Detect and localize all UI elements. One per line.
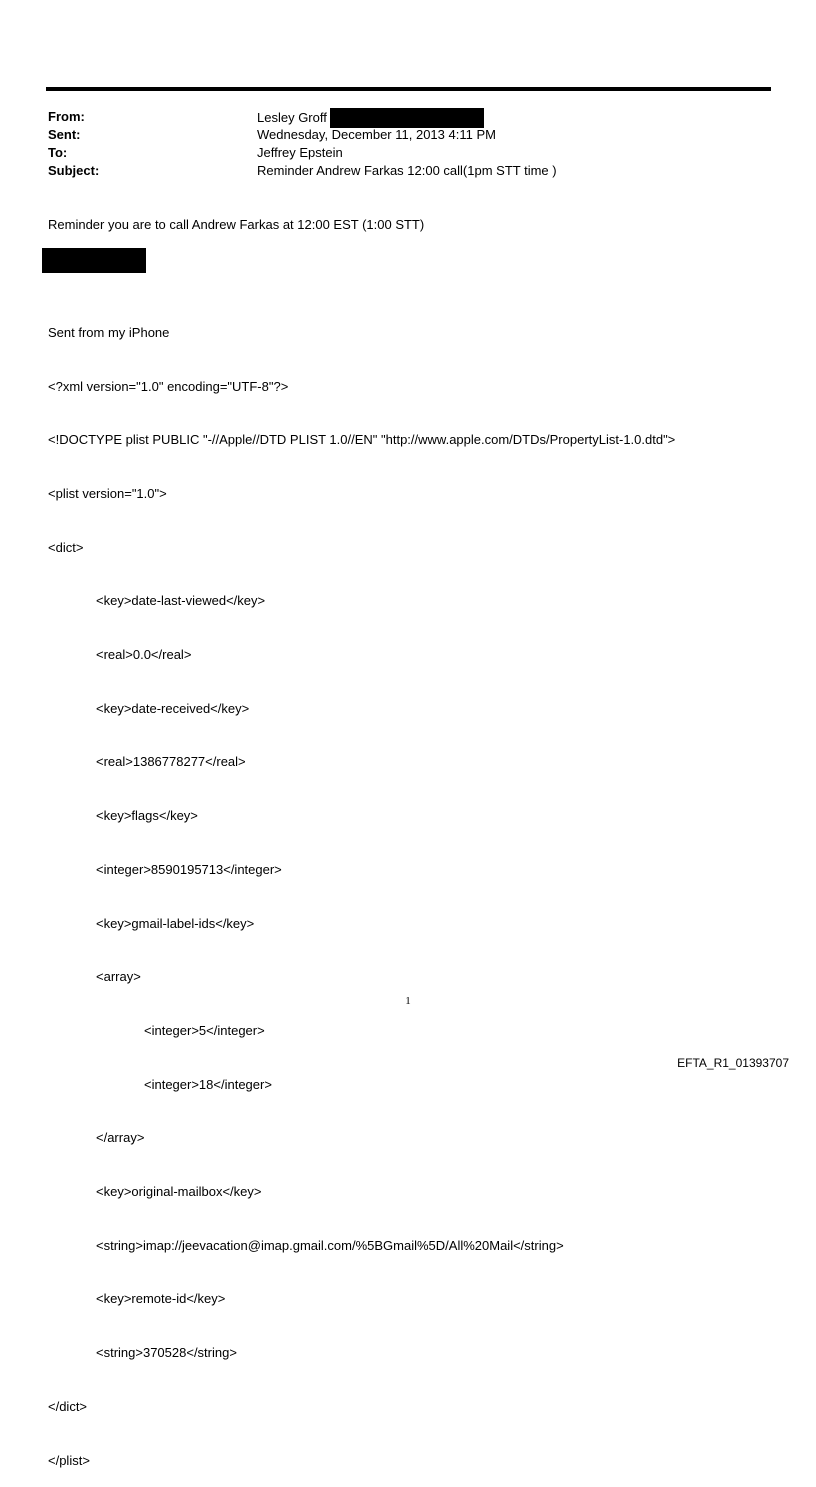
plist-line: <key>original-mailbox</key> bbox=[96, 1184, 262, 1200]
sent-row bbox=[48, 126, 768, 144]
signature-line: Sent from my iPhone bbox=[48, 324, 170, 340]
plist-line: <?xml version="1.0" encoding="UTF-8"?> bbox=[48, 378, 289, 394]
plist-line: <key>date-last-viewed</key> bbox=[96, 593, 266, 609]
plist-line: <string>370528</string> bbox=[96, 1345, 237, 1361]
sent-label: Sent: bbox=[48, 127, 81, 142]
from-value: Lesley Groff bbox=[257, 110, 327, 125]
plist-line: <integer>8590195713</integer> bbox=[96, 861, 282, 877]
plist-line: </array> bbox=[96, 1130, 145, 1146]
to-value: Jeffrey Epstein bbox=[257, 145, 343, 160]
plist-line: <key>date-received</key> bbox=[96, 700, 250, 716]
plist-line: </plist> bbox=[48, 1452, 90, 1468]
plist-line: <string>imap://jeevacation@imap.gmail.com/%5BGmail%5D/All%20Mail</string> bbox=[96, 1237, 564, 1253]
from-value-wrap bbox=[257, 108, 484, 128]
subject-value: Reminder Andrew Farkas 12:00 call(1pm STT time ) bbox=[257, 163, 557, 178]
plist-line: <array> bbox=[96, 969, 141, 985]
plist-line: <dict> bbox=[48, 539, 84, 555]
redaction-block bbox=[42, 248, 146, 273]
plist-block bbox=[48, 288, 675, 1487]
plist-line: <!DOCTYPE plist PUBLIC "-//Apple//DTD PLIST 1.0//EN" "http://www.apple.com/DTDs/PropertyList-1.0.dtd"> bbox=[48, 432, 676, 448]
plist-line: </dict> bbox=[48, 1398, 88, 1414]
email-body: Reminder you are to call Andrew Farkas at 12:00 EST (1:00 STT) bbox=[48, 217, 425, 232]
header-divider bbox=[46, 87, 771, 91]
to-label: To: bbox=[48, 145, 68, 160]
from-label: From: bbox=[48, 109, 85, 124]
email-header bbox=[48, 108, 768, 180]
to-row bbox=[48, 144, 768, 162]
plist-line: <real>1386778277</real> bbox=[96, 754, 246, 770]
subject-label: Subject: bbox=[48, 163, 100, 178]
document-id: EFTA_R1_01393707 bbox=[677, 1056, 789, 1070]
plist-line: <integer>18</integer> bbox=[144, 1076, 272, 1092]
page-number: 1 bbox=[405, 995, 411, 1007]
plist-line: <plist version="1.0"> bbox=[48, 485, 167, 501]
subject-row bbox=[48, 162, 768, 180]
from-row bbox=[48, 108, 768, 126]
plist-line: <integer>5</integer> bbox=[144, 1022, 265, 1038]
plist-line: <key>gmail-label-ids</key> bbox=[96, 915, 255, 931]
sent-value: Wednesday, December 11, 2013 4:11 PM bbox=[257, 127, 496, 142]
redaction-bar bbox=[330, 108, 484, 128]
plist-line: <real>0.0</real> bbox=[96, 647, 192, 663]
plist-line: <key>flags</key> bbox=[96, 808, 198, 824]
plist-line: <key>remote-id</key> bbox=[96, 1291, 226, 1307]
